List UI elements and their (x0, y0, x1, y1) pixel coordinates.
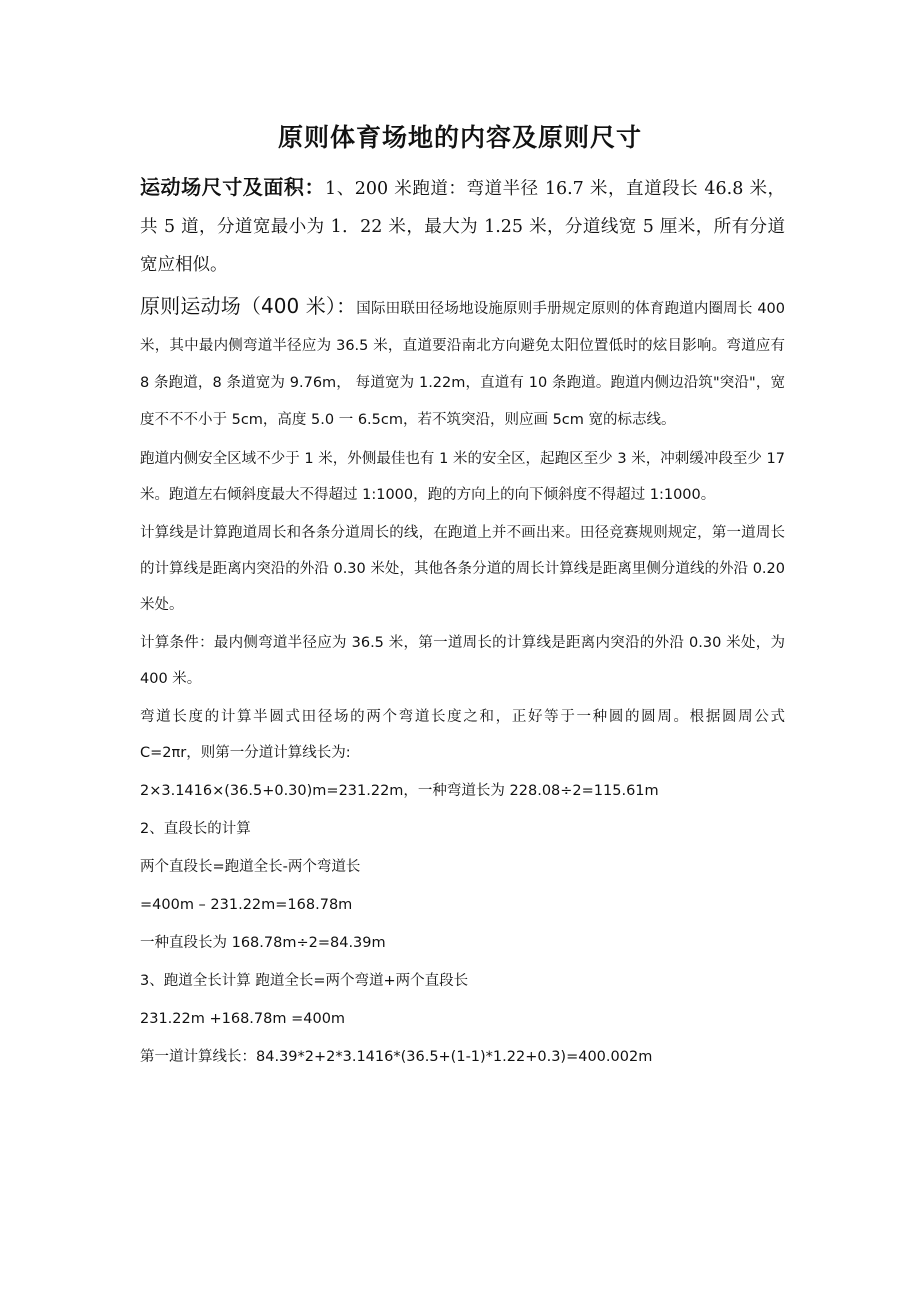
formula-line: =400m – 231.22m=168.78m (140, 897, 353, 913)
section-text: 国际田联田径场地设施原则手册规定原则的体育跑道内圈周长 400 米，其中最内侧弯道半径应为 36.5 米，直道要沿南北方向避免太阳位置低时的炫目影响。弯道应有 8 条跑道，8 条道宽为 9.76m， 每道宽为 1.22m，直道有 10 条跑道。跑道内侧边沿筑"突沿"，宽度不不不小于 5cm，高度 5.0 一 6.5cm，若不筑突沿，则应画 5cm 宽的标志线。 (140, 301, 785, 428)
formula-line: 两个直段长=跑道全长-两个弯道长 (140, 859, 361, 875)
formula-line: 231.22m +168.78m =400m (140, 1011, 346, 1027)
paragraph: 计算条件：最内侧弯道半径应为 36.5 米，第一道周长的计算线是距离内突沿的外沿 0.30 米处，为 400 米。 (140, 635, 785, 687)
formula-line: 一种直段长为 168.78m÷2=84.39m (140, 935, 386, 951)
section-heading: 运动场尺寸及面积： (140, 175, 325, 199)
document-body (140, 168, 785, 1075)
formula-line: 第一道计算线长：84.39*2+2*3.1416*(36.5+(1-1)*1.22+0.3)=400.002m (140, 1049, 653, 1065)
formula-line: 2×3.1416×(36.5+0.30)m=231.22m，一种弯道长为 228.08÷2=115.61m (140, 783, 659, 799)
subheading: 3、跑道全长计算 跑道全长=两个弯道+两个直段长 (140, 973, 469, 989)
section-text: 1、200 米跑道：弯道半径 16.7 米，直道段长 46.8 米，共 5 道，分道宽最小为 1．22 米，最大为 1.25 米，分道线宽 5 厘米，所有分道宽应相似。 (140, 179, 785, 275)
paragraph: 弯道长度的计算半圆式田径场的两个弯道长度之和，正好等于一种圆的圆周。根据圆周公式 C=2πr，则第一分道计算线长为: (140, 709, 785, 761)
subheading: 2、直段长的计算 (140, 821, 251, 837)
section-standard-track (140, 288, 785, 439)
section-heading: 原则运动场（400 米）： (140, 294, 357, 318)
section-stadium-size (140, 168, 785, 284)
paragraph: 跑道内侧安全区域不少于 1 米，外侧最佳也有 1 米的安全区，起跑区至少 3 米，冲刺缓冲段至少 17 米。跑道左右倾斜度最大不得超过 1:1000，跑的方向上的向下倾斜度不得超过 1:1000。 (140, 451, 785, 503)
page-title: 原则体育场地的内容及原则尺寸 (277, 123, 642, 152)
paragraph: 计算线是计算跑道周长和各条分道周长的线，在跑道上并不画出来。田径竞赛规则规定，第一道周长的计算线是距离内突沿的外沿 0.30 米处，其他各条分道的周长计算线是距离里侧分道线的外沿 0.20 米处。 (140, 525, 785, 613)
